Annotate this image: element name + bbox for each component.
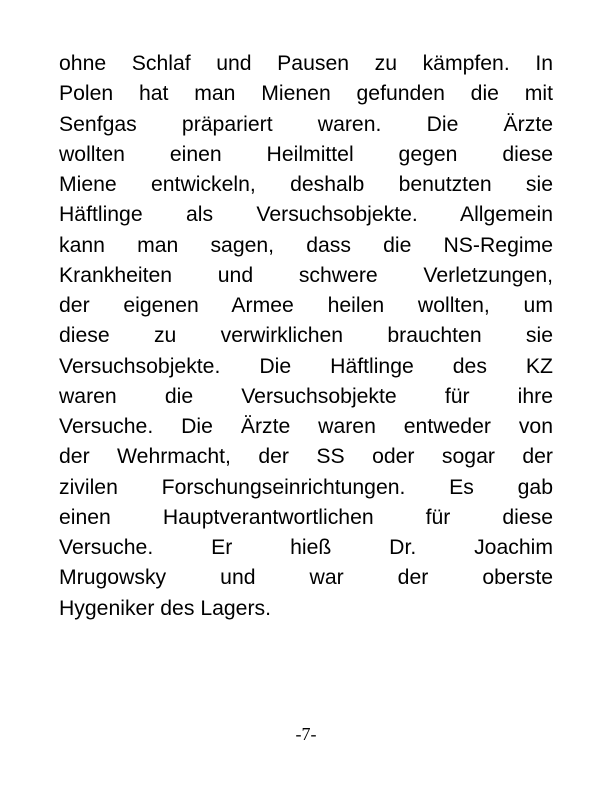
page-number: -7- xyxy=(295,724,317,744)
text-line: Senfgas präpariert waren. Die Ärzte xyxy=(59,112,553,136)
text-line: Versuchsobjekte. Die Häftlinge des KZ xyxy=(59,354,553,378)
text-line: der eigenen Armee heilen wollten, um xyxy=(59,294,553,317)
text-line: Miene entwickeln, deshalb benutzten sie xyxy=(59,173,553,196)
text-line: Polen hat man Mienen gefunden die mit xyxy=(59,82,553,106)
text-line: waren die Versuchsobjekte für ihre xyxy=(59,384,553,408)
text-line: Mrugowsky und war der oberste xyxy=(59,566,553,590)
text-line: kann man sagen, dass die NS-Regime xyxy=(59,233,553,257)
text-line: ohne Schlaf und Pausen zu kämpfen. In xyxy=(59,52,553,75)
text-line: Krankheiten und schwere Verletzungen, xyxy=(59,263,553,287)
text-line: Versuche. Die Ärzte waren entweder von xyxy=(59,415,553,438)
text-line: zivilen Forschungseinrichtungen. Es gab xyxy=(59,475,553,499)
text-line: Häftlinge als Versuchsobjekte. Allgemein xyxy=(59,203,553,227)
text-line: wollten einen Heilmittel gegen diese xyxy=(59,142,553,166)
text-line: der Wehrmacht, der SS oder sogar der xyxy=(59,445,553,469)
body-paragraph xyxy=(59,49,553,624)
text-line: diese zu verwirklichen brauchten sie xyxy=(59,324,553,348)
text-line: einen Hauptverantwortlichen für diese xyxy=(59,505,553,529)
text-line: Versuche. Er hieß Dr. Joachim xyxy=(59,536,553,559)
text-line: Hygeniker des Lagers. xyxy=(59,596,271,620)
